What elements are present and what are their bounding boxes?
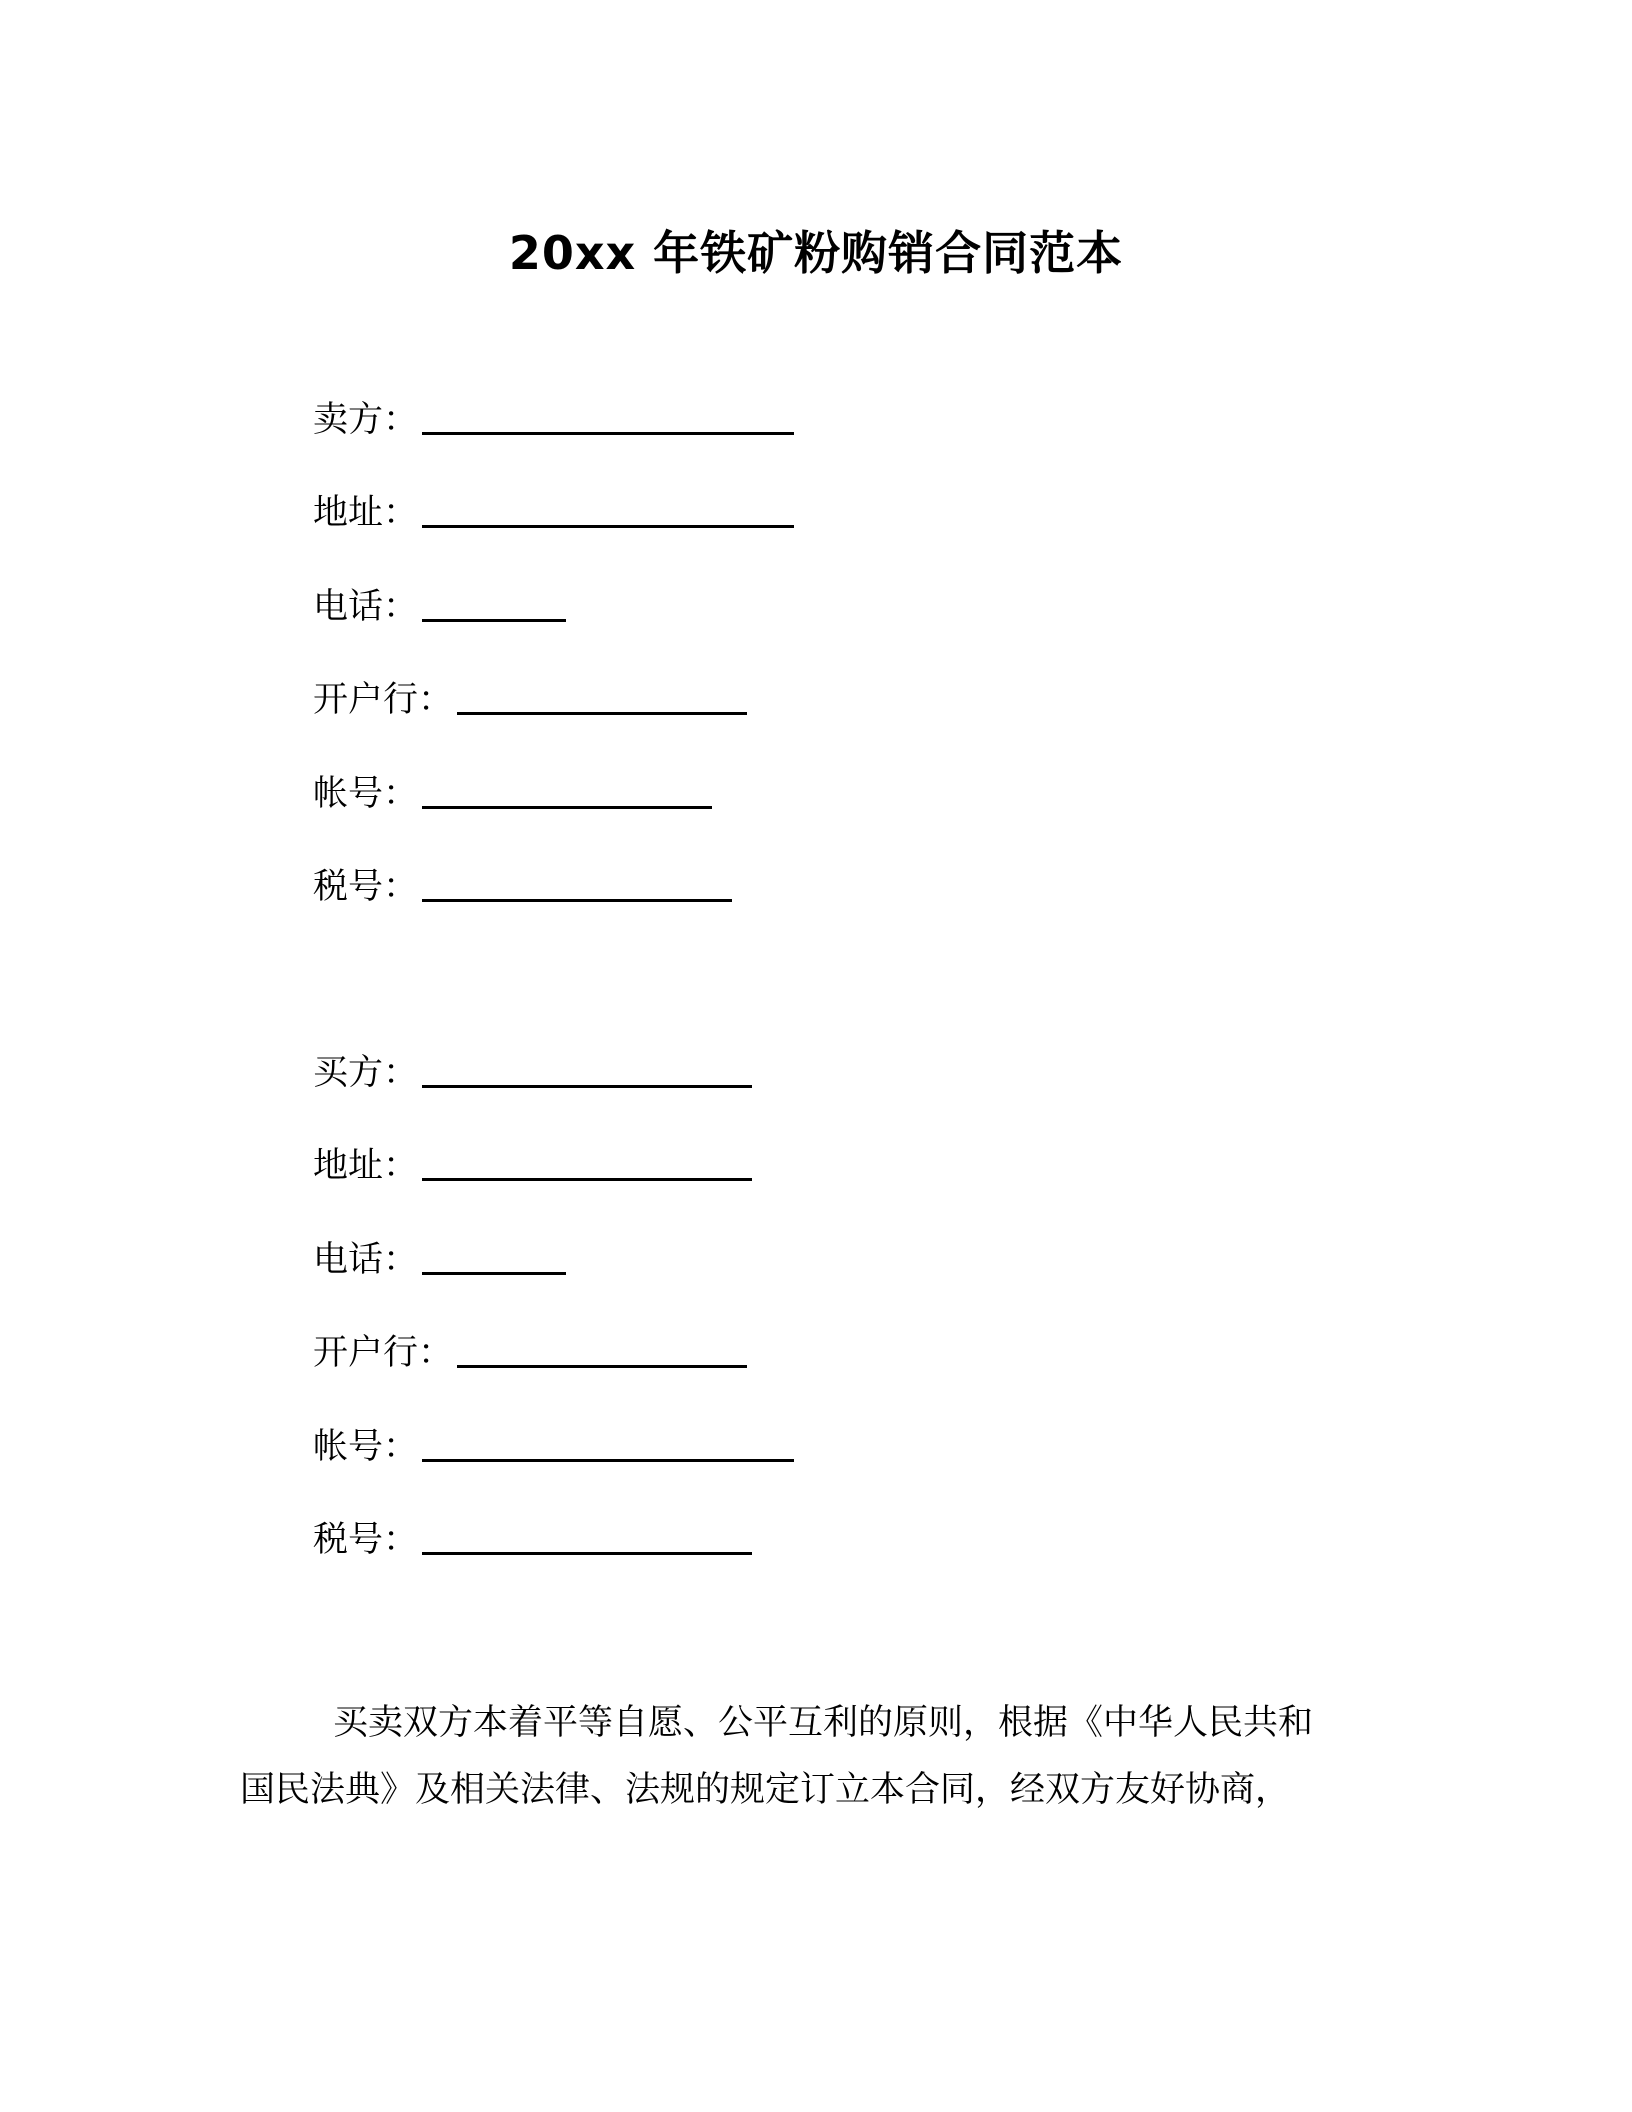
buyer-name-label: 买方： (313, 1053, 419, 1093)
buyer-tax-label: 税号： (313, 1520, 419, 1560)
buyer-name-field (313, 1051, 752, 1095)
seller-bank-label: 开户行： (313, 680, 454, 720)
buyer-account-field (313, 1425, 794, 1469)
buyer-bank-field (313, 1331, 747, 1375)
buyer-tax-field (313, 1518, 752, 1562)
seller-name-label: 卖方： (313, 400, 419, 440)
seller-address-field (313, 491, 794, 535)
seller-phone-blank (422, 589, 566, 622)
preamble-line-2: 国民法典》及相关法律、法规的规定订立本合同，经双方友好协商， (240, 1770, 1291, 1810)
buyer-address-blank (422, 1148, 752, 1181)
preamble-line-1: 买卖双方本着平等自愿、公平互利的原则，根据《中华人民共和 (333, 1703, 1314, 1743)
seller-account-blank (422, 776, 712, 809)
seller-name-field (313, 398, 794, 442)
seller-account-field (313, 772, 712, 816)
seller-address-label: 地址： (313, 493, 419, 533)
buyer-address-label: 地址： (313, 1146, 419, 1186)
seller-tax-field (313, 865, 732, 909)
seller-tax-label: 税号： (313, 867, 419, 907)
buyer-phone-field (313, 1238, 566, 1282)
buyer-account-label: 帐号： (313, 1427, 419, 1467)
seller-bank-field (313, 678, 747, 722)
buyer-address-field (313, 1144, 752, 1188)
seller-bank-blank (457, 682, 747, 715)
document-title: 20xx 年铁矿粉购销合同范本 (508, 226, 1124, 280)
buyer-name-blank (422, 1055, 752, 1088)
buyer-phone-label: 电话： (313, 1240, 419, 1280)
seller-account-label: 帐号： (313, 774, 419, 814)
buyer-tax-blank (422, 1522, 752, 1555)
seller-tax-blank (422, 869, 732, 902)
seller-name-blank (422, 402, 794, 435)
buyer-bank-label: 开户行： (313, 1333, 454, 1373)
buyer-account-blank (422, 1429, 794, 1462)
seller-phone-label: 电话： (313, 587, 419, 627)
seller-address-blank (422, 495, 794, 528)
buyer-phone-blank (422, 1242, 566, 1275)
buyer-bank-blank (457, 1335, 747, 1368)
seller-phone-field (313, 585, 566, 629)
